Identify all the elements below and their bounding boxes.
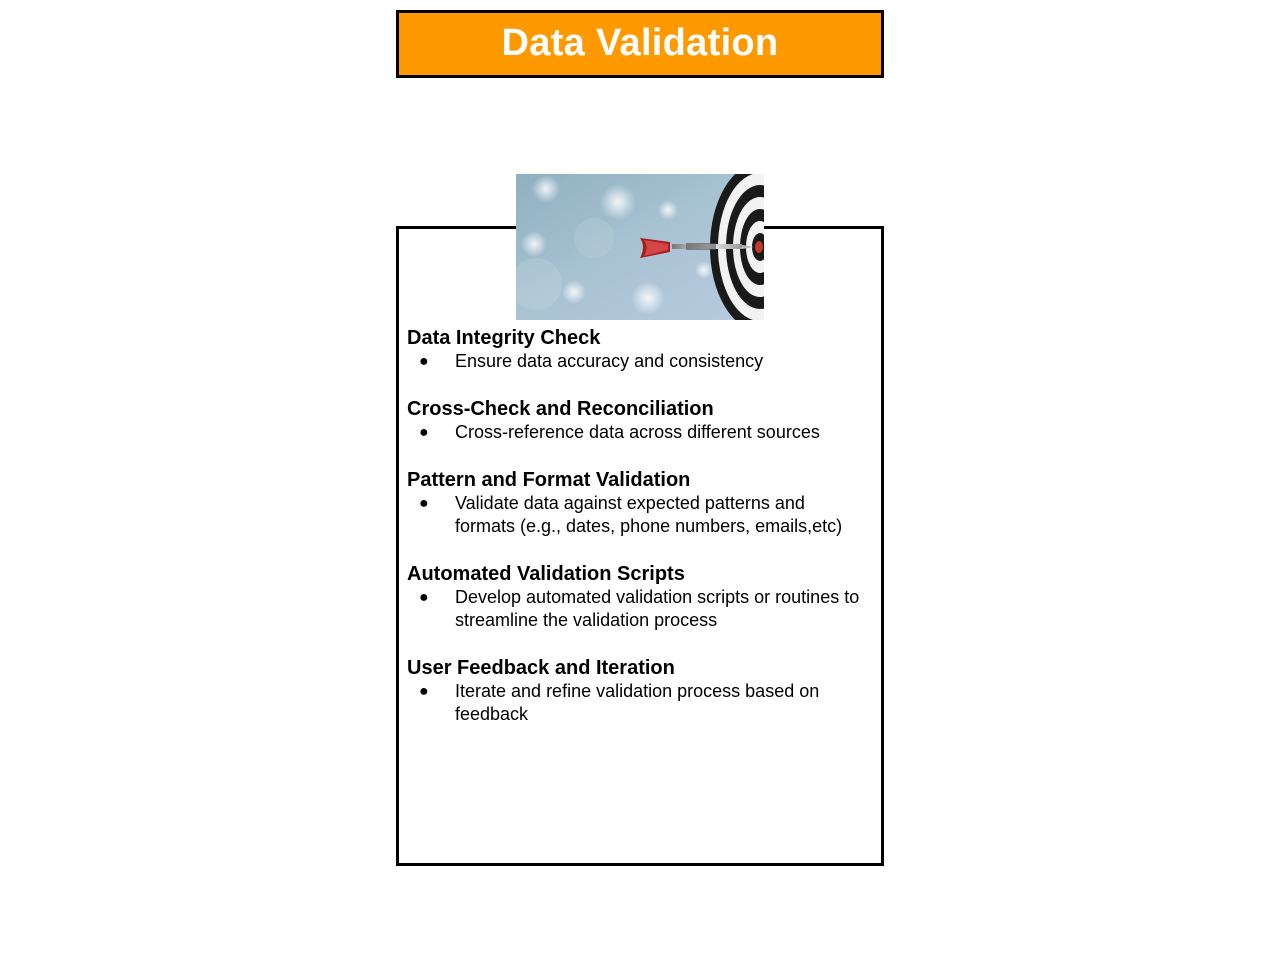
section-pattern-format [407,468,867,538]
list-item [407,680,867,726]
validation-sections [407,326,867,750]
section-heading: Data Integrity Check [407,327,601,349]
list-item [407,350,867,373]
bullet-text: Validate data against expected patterns and formats (e.g., dates, phone numbers, emails,etc) [455,493,843,536]
section-heading: Cross-Check and Reconciliation [407,398,714,420]
section-heading: Automated Validation Scripts [407,563,685,585]
section-data-integrity [407,326,867,373]
bullet-icon: ● [419,683,429,700]
bullet-icon: ● [419,589,429,606]
list-item [407,492,867,538]
section-user-feedback [407,656,867,726]
bullet-text: Ensure data accuracy and consistency [455,351,764,371]
bullet-text: Cross-reference data across different sources [455,422,820,442]
bullet-icon: ● [419,495,429,512]
list-item [407,421,867,444]
bullet-text: Iterate and refine validation process based on feedback [455,681,820,724]
list-item [407,586,867,632]
section-heading: Pattern and Format Validation [407,469,691,491]
bullet-icon: ● [419,353,429,370]
dartboard-bullseye-icon [516,174,764,320]
title-banner [396,10,884,78]
page-title: Data Validation [501,22,779,64]
bullet-text: Develop automated validation scripts or routines to streamline the validation process [455,587,860,630]
section-cross-check [407,397,867,444]
bullet-icon: ● [419,424,429,441]
section-automated-scripts [407,562,867,632]
section-heading: User Feedback and Iteration [407,657,675,679]
